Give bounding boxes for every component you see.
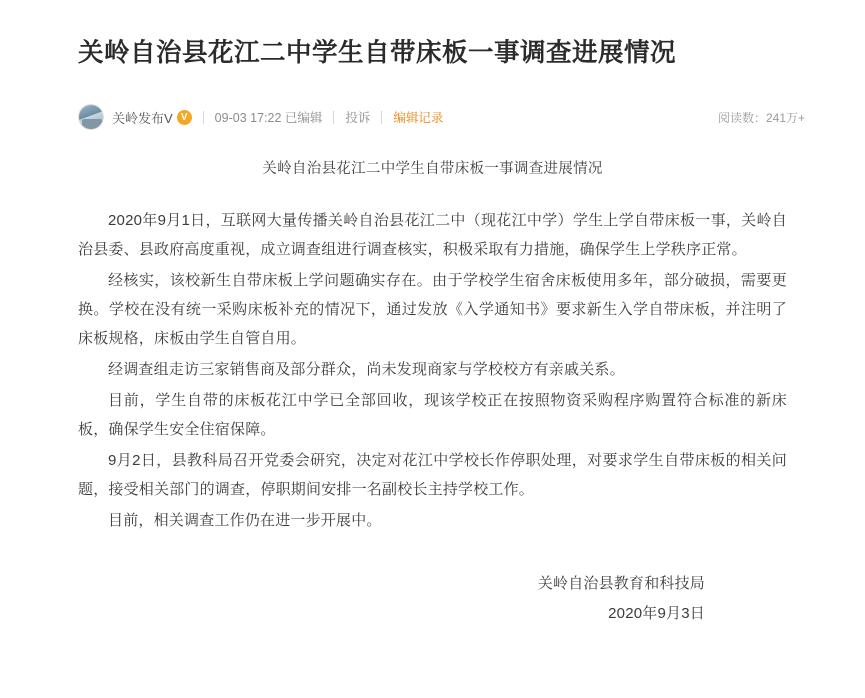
- signature-organization: 关岭自治县教育和科技局: [537, 575, 705, 593]
- paragraph: 2020年9月1日，互联网大量传播关岭自治县花江二中（现花江中学）学生上学自带床板一事，关岭自治县委、县政府高度重视，成立调查组进行调查核实，积极采取有力措施，确保学生上学秩序正常。: [78, 212, 787, 259]
- article-meta-bar: [0, 87, 865, 131]
- read-count-label: 阅读数：241万+: [717, 110, 805, 125]
- signature-date: 2020年9月3日: [608, 605, 705, 623]
- signature-block: [78, 569, 787, 629]
- meta-divider-3: [381, 111, 382, 124]
- avatar[interactable]: [78, 104, 104, 130]
- meta-divider-2: [333, 111, 334, 124]
- paragraph: 经核实，该校新生自带床板上学问题确实存在。由于学校学生宿舍床板使用多年，部分破损，需要更换。学校在没有统一采购床板补充的情况下，通过发放《入学通知书》要求新生入学自带床板，并注明了床板规格，床板由学生自管自用。: [78, 272, 787, 348]
- paragraph: 9月2日，县教科局召开党委会研究，决定对花江中学校长作停职处理，对要求学生自带床板的相关问题，接受相关部门的调查，停职期间安排一名副校长主持学校工作。: [78, 452, 787, 499]
- complaint-link[interactable]: 投诉: [345, 111, 371, 126]
- article-page: [0, 17, 865, 698]
- article-timestamp: 09-03 17:22 已编辑: [214, 111, 323, 126]
- meta-divider-1: [203, 111, 204, 124]
- paragraph: 经调查组走访三家销售商及部分群众，尚未发现商家与学校校方有亲戚关系。: [108, 361, 625, 379]
- verified-badge-icon: V: [177, 110, 192, 125]
- page-title: 关岭自治县花江二中学生自带床板一事调查进展情况: [78, 39, 677, 68]
- paragraph: 目前，相关调查工作仍在进一步开展中。: [108, 512, 382, 530]
- article-body: [0, 131, 865, 629]
- edit-log-link[interactable]: 编辑记录: [393, 111, 444, 126]
- author-name[interactable]: 关岭发布V: [112, 110, 173, 126]
- document-heading: 关岭自治县花江二中学生自带床板一事调查进展情况: [262, 161, 603, 178]
- paragraph: 目前，学生自带的床板花江中学已全部回收，现该学校正在按照物资采购程序购置符合标准的新床板，确保学生安全住宿保障。: [78, 392, 787, 439]
